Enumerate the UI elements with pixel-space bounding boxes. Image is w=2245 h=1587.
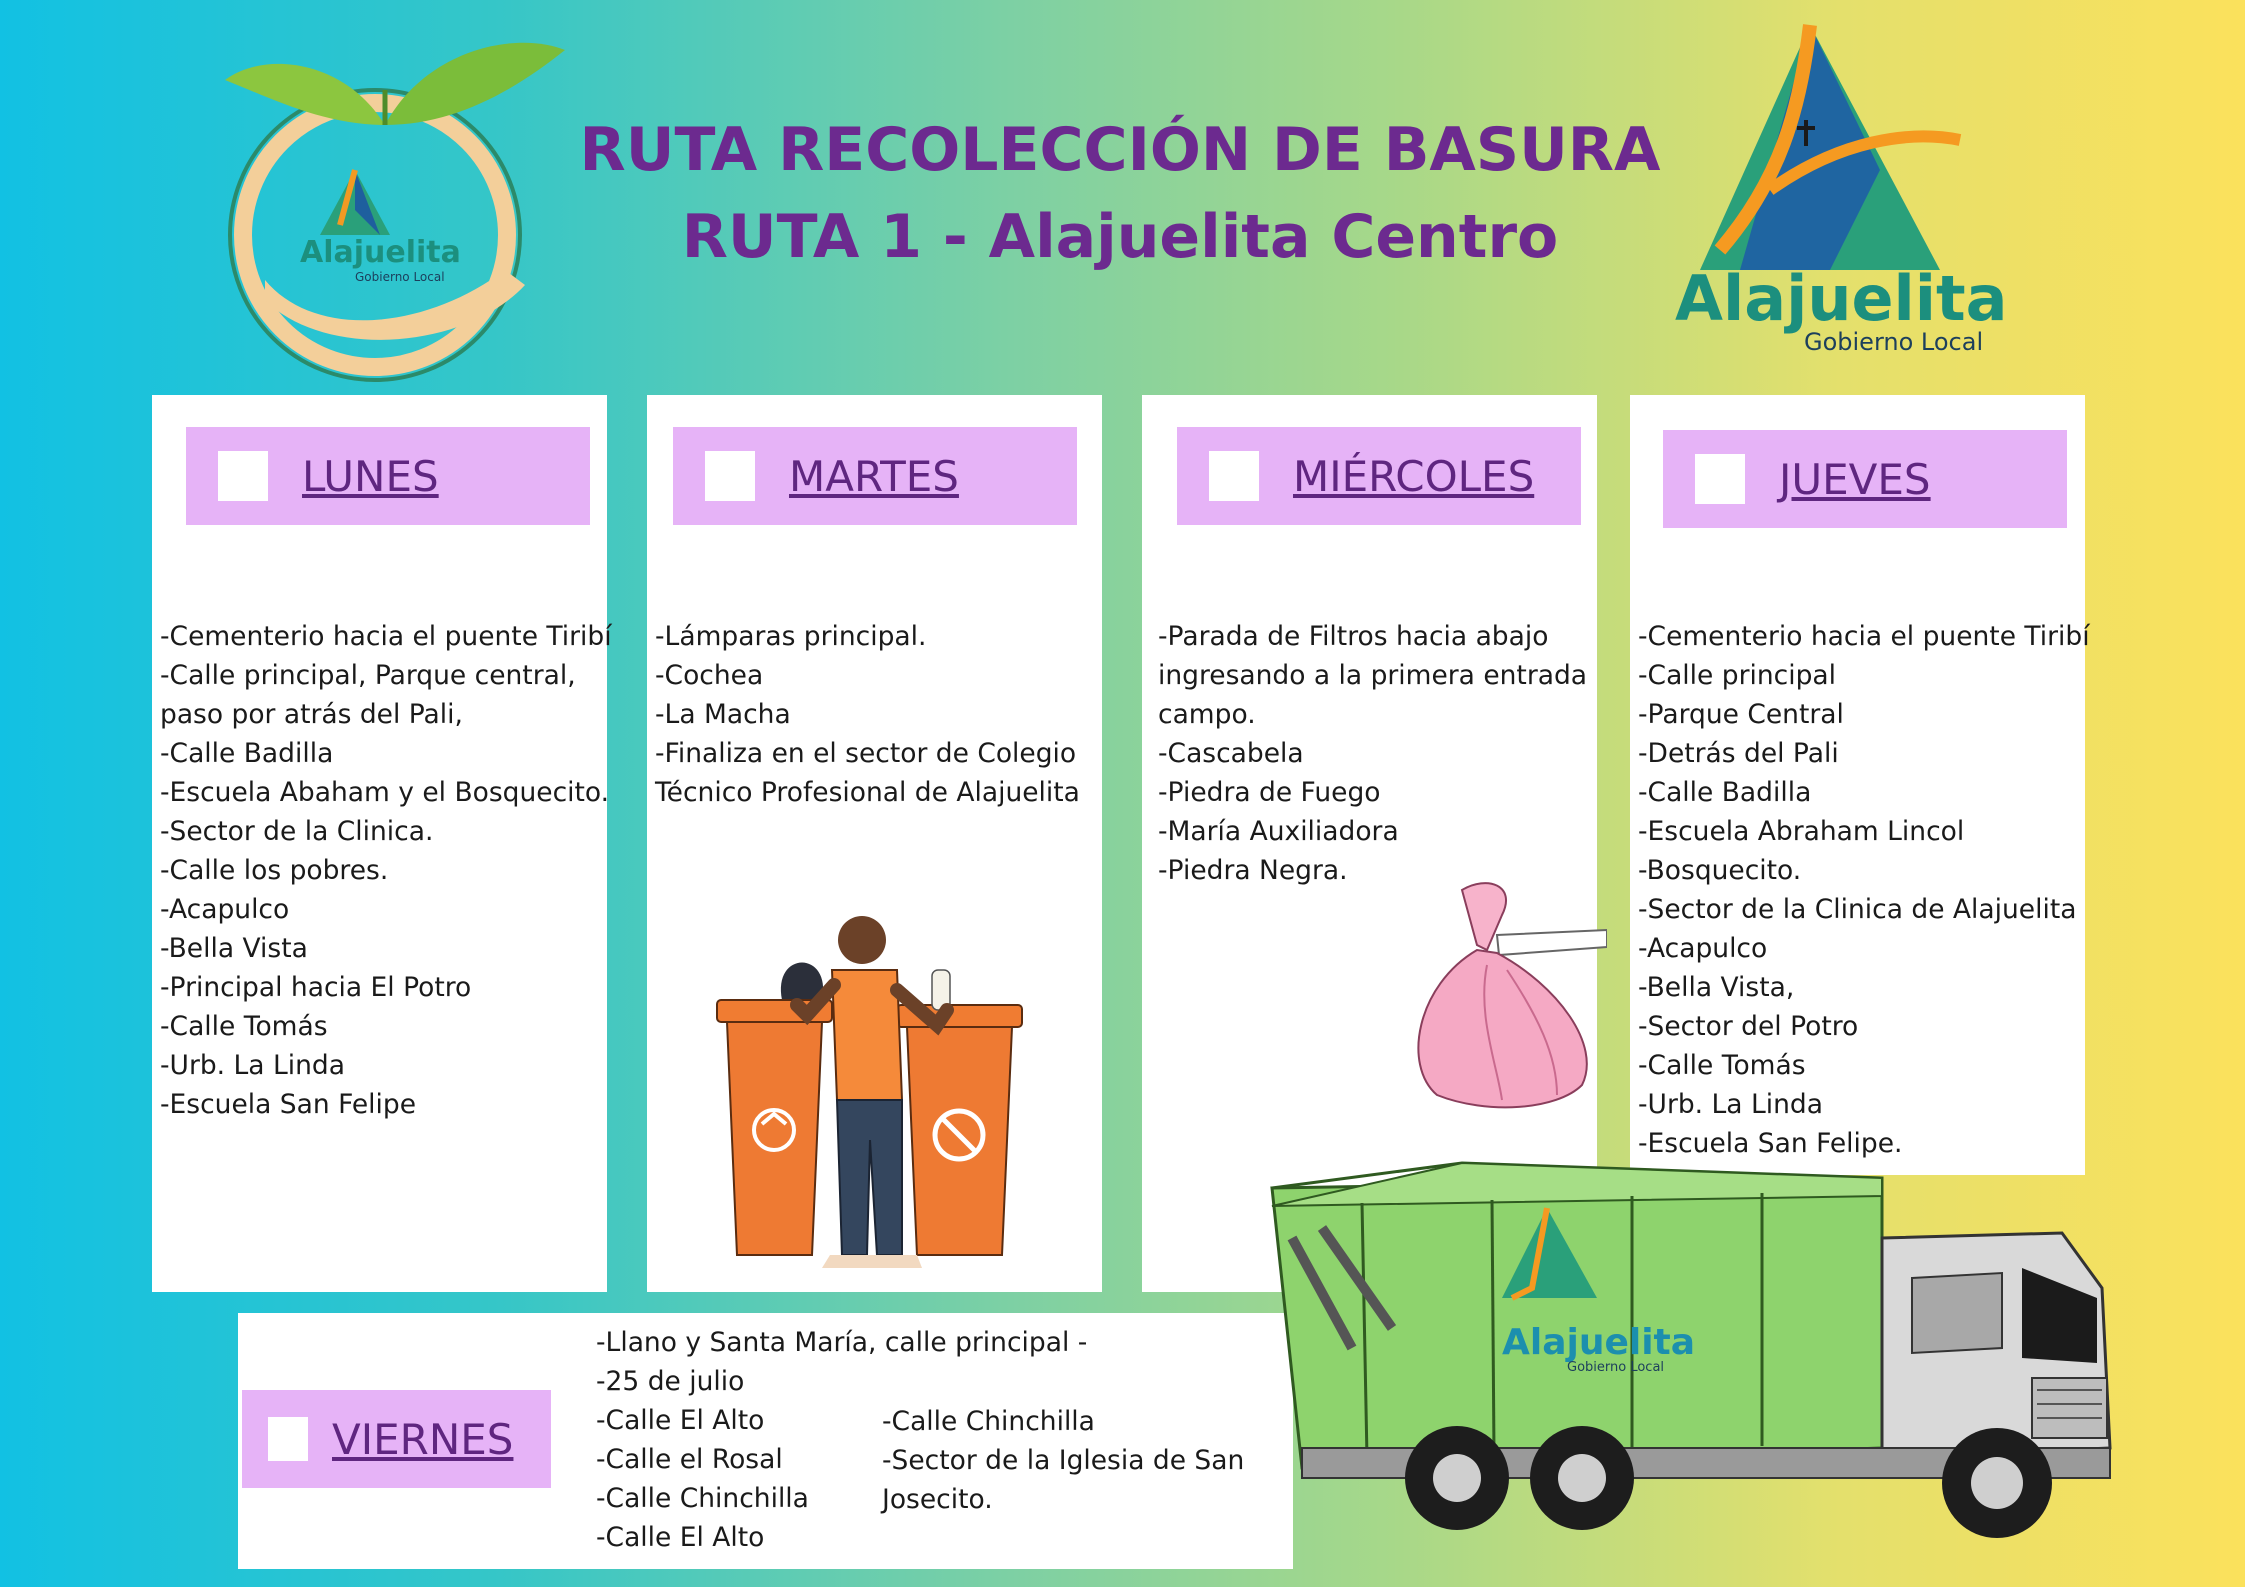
right-logo-name: Alajuelita <box>1675 262 2008 335</box>
martes-header <box>673 427 1077 525</box>
route-stop: -Acapulco <box>1638 933 1768 964</box>
miercoles-label: MIÉRCOLES <box>1293 451 1535 501</box>
truck-logo-sub: Gobierno Local <box>1567 1360 1665 1375</box>
route-stop: Josecito. <box>882 1484 993 1515</box>
route-stop: -Cascabela <box>1158 738 1304 769</box>
miercoles-checkbox[interactable] <box>1209 451 1259 501</box>
martes-card <box>647 395 1102 1292</box>
route-stop: paso por atrás del Pali, <box>160 699 463 730</box>
route-stop: -Calle Badilla <box>1638 777 1812 808</box>
route-stop: -María Auxiliadora <box>1158 816 1399 847</box>
martes-stop-list <box>655 617 1080 812</box>
route-stop: -Calle Chinchilla <box>596 1483 809 1514</box>
route-stop: -Calle principal <box>1638 660 1836 691</box>
jueves-label: JUEVES <box>1779 454 1931 504</box>
route-stop: -Parque Central <box>1638 699 1844 730</box>
lunes-header <box>186 427 590 525</box>
route-stop: -Bella Vista, <box>1638 972 1795 1003</box>
viernes-label: VIERNES <box>332 1414 514 1464</box>
route-stop: campo. <box>1158 699 1256 730</box>
martes-label: MARTES <box>789 451 959 501</box>
route-stop: -Sector del Potro <box>1638 1011 1859 1042</box>
route-stop: -Calle Chinchilla <box>882 1406 1095 1437</box>
route-stop: Técnico Profesional de Alajuelita <box>655 777 1080 808</box>
route-stop: -Calle Tomás <box>1638 1050 1806 1081</box>
route-stop: -Escuela Abaham y el Bosquecito. <box>160 777 610 808</box>
viernes-header <box>242 1390 551 1488</box>
route-stop: -Urb. La Linda <box>1638 1089 1823 1120</box>
route-stop: -Escuela Abraham Lincol <box>1638 816 1965 847</box>
route-stop: -Calle Tomás <box>160 1011 328 1042</box>
miercoles-header <box>1177 427 1581 525</box>
route-stop: -Sector de la Iglesia de San <box>882 1445 1245 1476</box>
truck-logo-name: Alajuelita <box>1502 1322 1696 1363</box>
route-stop: -Calle los pobres. <box>160 855 389 886</box>
route-stop: -Parada de Filtros hacia abajo <box>1158 621 1549 652</box>
route-stop: -Cochea <box>655 660 764 691</box>
route-stop: -Bosquecito. <box>1638 855 1802 886</box>
viernes-checkbox[interactable] <box>268 1417 308 1461</box>
jueves-checkbox[interactable] <box>1695 454 1745 504</box>
martes-checkbox[interactable] <box>705 451 755 501</box>
trash-bag-icon <box>1407 875 1607 1110</box>
viernes-card <box>238 1313 1293 1569</box>
lunes-stop-list <box>160 617 612 1124</box>
alajuelita-logo <box>1680 20 1970 290</box>
route-stop: -Sector de la Clinica. <box>160 816 434 847</box>
route-stop: -Acapulco <box>160 894 290 925</box>
route-stop: -25 de julio <box>596 1366 745 1397</box>
lunes-checkbox[interactable] <box>218 451 268 501</box>
jueves-stop-list <box>1638 617 2090 1163</box>
garbage-worker-illustration <box>712 910 1052 1280</box>
route-stop: -Escuela San Felipe <box>160 1089 417 1120</box>
route-stop: -Finaliza en el sector de Colegio <box>655 738 1077 769</box>
jueves-header <box>1663 430 2067 528</box>
page-subtitle: RUTA 1 - Alajuelita Centro <box>681 202 1559 272</box>
route-stop: -Piedra de Fuego <box>1158 777 1381 808</box>
lunes-label: LUNES <box>302 451 439 501</box>
route-stop: -Urb. La Linda <box>160 1050 345 1081</box>
route-stop: -Cementerio hacia el puente Tiribí <box>1638 621 2090 652</box>
route-stop: -Calle El Alto <box>596 1405 765 1436</box>
route-stop: -Lámparas principal. <box>655 621 927 652</box>
route-stop: -Cementerio hacia el puente Tiribí <box>160 621 612 652</box>
route-stop: -La Macha <box>655 699 791 730</box>
route-stop: -Calle el Rosal <box>596 1444 783 1475</box>
route-stop: -Escuela San Felipe. <box>1638 1128 1903 1159</box>
route-stop: ingresando a la primera entrada <box>1158 660 1588 691</box>
route-stop: -Detrás del Pali <box>1638 738 1839 769</box>
sprout-hand-logo <box>205 30 575 390</box>
route-stop: -Piedra Negra. <box>1158 855 1348 886</box>
route-stop: -Bella Vista <box>160 933 308 964</box>
route-stop: -Calle El Alto <box>596 1522 765 1553</box>
page-title: RUTA RECOLECCIÓN DE BASURA <box>579 115 1661 185</box>
jueves-card <box>1630 395 2090 1175</box>
right-logo-sub: Gobierno Local <box>1804 328 1984 356</box>
left-logo-name: Alajuelita <box>300 235 461 270</box>
route-stop: -Sector de la Clinica de Alajuelita <box>1638 894 2077 925</box>
left-logo-sub: Gobierno Local <box>355 270 445 284</box>
route-stop: -Calle principal, Parque central, <box>160 660 576 691</box>
viernes-stop-list-2 <box>882 1402 1244 1519</box>
miercoles-stop-list <box>1158 617 1587 890</box>
route-stop: -Principal hacia El Potro <box>160 972 472 1003</box>
route-stop: -Llano y Santa María, calle principal - <box>596 1327 1088 1358</box>
lunes-card <box>152 395 612 1292</box>
route-stop: -Calle Badilla <box>160 738 334 769</box>
